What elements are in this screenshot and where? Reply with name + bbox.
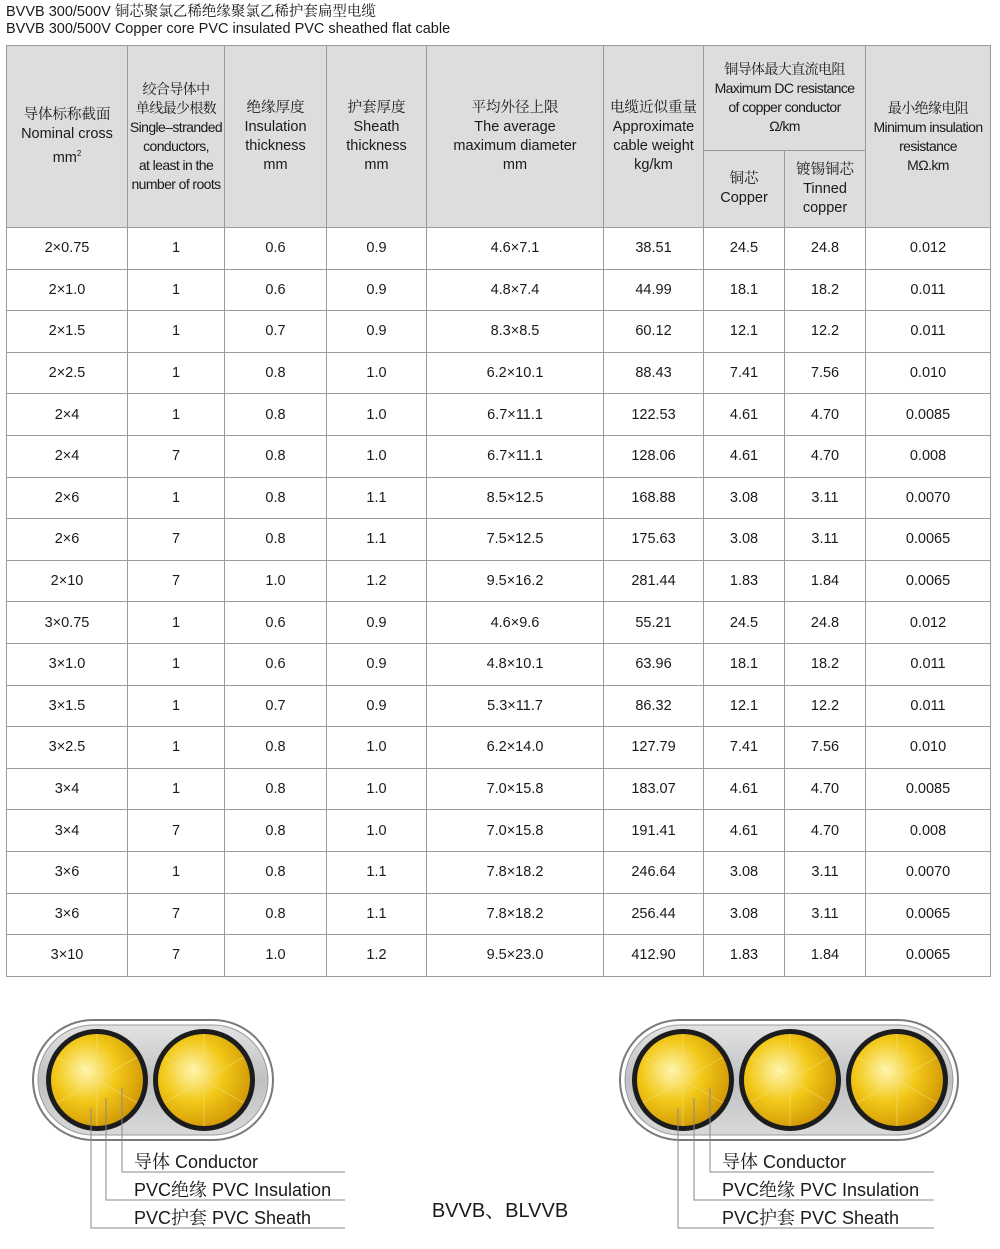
cell-nominal: 3×2.5 [7, 727, 128, 769]
cell-sheath: 0.9 [327, 643, 427, 685]
cell-nominal: 2×6 [7, 519, 128, 561]
cell-nominal: 3×0.75 [7, 602, 128, 644]
cell-dc-tinned: 3.11 [785, 893, 866, 935]
cell-weight: 86.32 [604, 685, 704, 727]
cell-ins-resistance: 0.008 [866, 810, 991, 852]
cell-dc-tinned: 4.70 [785, 394, 866, 436]
table-row [7, 768, 991, 810]
conductor-core-icon [739, 1029, 841, 1131]
cell-dc-tinned: 12.2 [785, 685, 866, 727]
cell-strands: 7 [128, 935, 225, 977]
cell-dc-tinned: 4.70 [785, 768, 866, 810]
cell-dc-tinned: 1.84 [785, 935, 866, 977]
cell-diameter: 6.2×10.1 [427, 352, 604, 394]
cell-insulation: 1.0 [225, 935, 327, 977]
two-core-cable-icon [33, 1020, 273, 1140]
cell-sheath: 1.0 [327, 810, 427, 852]
cell-diameter: 6.2×14.0 [427, 727, 604, 769]
cell-weight: 127.79 [604, 727, 704, 769]
cell-ins-resistance: 0.0070 [866, 477, 991, 519]
cell-weight: 38.51 [604, 228, 704, 270]
cell-diameter: 6.7×11.1 [427, 435, 604, 477]
cell-sheath: 1.1 [327, 477, 427, 519]
cell-weight: 55.21 [604, 602, 704, 644]
cell-ins-resistance: 0.0085 [866, 768, 991, 810]
label-insulation-right: PVC绝缘 PVC Insulation [722, 1180, 920, 1200]
cell-strands: 7 [128, 893, 225, 935]
cell-diameter: 8.5×12.5 [427, 477, 604, 519]
cell-ins-resistance: 0.012 [866, 228, 991, 270]
cell-dc-tinned: 12.2 [785, 311, 866, 353]
cell-sheath: 0.9 [327, 311, 427, 353]
cell-diameter: 7.5×12.5 [427, 519, 604, 561]
cell-insulation: 0.8 [225, 435, 327, 477]
cell-insulation: 0.6 [225, 602, 327, 644]
cell-diameter: 4.8×7.4 [427, 269, 604, 311]
cell-dc-copper: 3.08 [704, 851, 785, 893]
cell-nominal: 3×1.0 [7, 643, 128, 685]
cell-sheath: 1.0 [327, 768, 427, 810]
cell-ins-resistance: 0.011 [866, 643, 991, 685]
cell-strands: 1 [128, 352, 225, 394]
cell-insulation: 0.8 [225, 394, 327, 436]
cell-nominal: 2×0.75 [7, 228, 128, 270]
model-caption [0, 1194, 1000, 1223]
table-row [7, 602, 991, 644]
cell-dc-copper: 3.08 [704, 477, 785, 519]
cell-strands: 1 [128, 228, 225, 270]
cell-insulation: 0.6 [225, 228, 327, 270]
cell-ins-resistance: 0.0065 [866, 893, 991, 935]
cell-sheath: 1.1 [327, 851, 427, 893]
cell-dc-tinned: 4.70 [785, 810, 866, 852]
cell-sheath: 0.9 [327, 602, 427, 644]
cell-weight: 246.64 [604, 851, 704, 893]
cell-insulation: 1.0 [225, 560, 327, 602]
cell-weight: 168.88 [604, 477, 704, 519]
cell-weight: 175.63 [604, 519, 704, 561]
cell-nominal: 2×6 [7, 477, 128, 519]
title-chinese: BVVB 300/500V 铜芯聚氯乙稀绝缘聚氯乙稀护套扁型电缆 [6, 4, 376, 20]
cell-ins-resistance: 0.0070 [866, 851, 991, 893]
cell-insulation: 0.7 [225, 311, 327, 353]
cell-strands: 1 [128, 768, 225, 810]
label-sheath-right: PVC护套 PVC Sheath [722, 1208, 900, 1228]
cell-dc-tinned: 1.84 [785, 560, 866, 602]
cell-strands: 7 [128, 435, 225, 477]
cell-insulation: 0.8 [225, 352, 327, 394]
cell-ins-resistance: 0.008 [866, 435, 991, 477]
cell-diameter: 7.0×15.8 [427, 768, 604, 810]
cell-sheath: 0.9 [327, 269, 427, 311]
cell-strands: 7 [128, 519, 225, 561]
cell-strands: 1 [128, 311, 225, 353]
cell-ins-resistance: 0.0065 [866, 935, 991, 977]
cell-strands: 1 [128, 851, 225, 893]
cell-diameter: 7.8×18.2 [427, 851, 604, 893]
header-cable-weight: 电缆近似重量 Approximate cable weight kg/km [604, 46, 704, 228]
model-name: BVVB、BLVVB [431, 1200, 569, 1222]
cell-diameter: 4.6×9.6 [427, 602, 604, 644]
cell-insulation: 0.7 [225, 685, 327, 727]
cell-nominal: 2×2.5 [7, 352, 128, 394]
cell-weight: 88.43 [604, 352, 704, 394]
cell-nominal: 2×4 [7, 394, 128, 436]
cell-dc-tinned: 3.11 [785, 477, 866, 519]
cell-insulation: 0.8 [225, 477, 327, 519]
cell-ins-resistance: 0.0065 [866, 560, 991, 602]
header-dc-resistance: 铜导体最大直流电阻 Maximum DC resistance of copper conductor Ω/km [704, 46, 866, 151]
cell-strands: 1 [128, 602, 225, 644]
cell-sheath: 1.1 [327, 893, 427, 935]
cell-strands: 1 [128, 727, 225, 769]
table-row [7, 935, 991, 977]
table-row [7, 727, 991, 769]
header-tinned-copper: 镀锡铜芯 Tinned copper [785, 151, 866, 228]
cell-insulation: 0.6 [225, 643, 327, 685]
cell-strands: 1 [128, 643, 225, 685]
cell-insulation: 0.8 [225, 893, 327, 935]
cell-nominal: 3×6 [7, 893, 128, 935]
cell-strands: 1 [128, 269, 225, 311]
cell-strands: 7 [128, 810, 225, 852]
cell-ins-resistance: 0.012 [866, 602, 991, 644]
cell-dc-tinned: 24.8 [785, 228, 866, 270]
cell-ins-resistance: 0.0085 [866, 394, 991, 436]
cell-dc-copper: 3.08 [704, 893, 785, 935]
label-sheath-left: PVC护套 PVC Sheath [134, 1208, 312, 1228]
three-core-cable-icon [620, 1020, 958, 1140]
cell-nominal: 2×1.0 [7, 269, 128, 311]
header-copper: 铜芯 Copper [704, 151, 785, 228]
cell-nominal: 3×4 [7, 768, 128, 810]
table-row [7, 394, 991, 436]
cell-dc-tinned: 24.8 [785, 602, 866, 644]
title-english: BVVB 300/500V Copper core PVC insulated PVC sheathed flat cable [6, 21, 451, 37]
label-conductor-left: 导体 Conductor [134, 1152, 259, 1172]
cell-dc-copper: 1.83 [704, 560, 785, 602]
cell-sheath: 1.0 [327, 352, 427, 394]
cell-weight: 412.90 [604, 935, 704, 977]
cell-dc-tinned: 3.11 [785, 851, 866, 893]
cell-sheath: 1.2 [327, 560, 427, 602]
cell-strands: 7 [128, 560, 225, 602]
table-row [7, 269, 991, 311]
cell-sheath: 0.9 [327, 228, 427, 270]
cell-weight: 122.53 [604, 394, 704, 436]
cell-diameter: 7.8×18.2 [427, 893, 604, 935]
cell-weight: 128.06 [604, 435, 704, 477]
cell-ins-resistance: 0.011 [866, 685, 991, 727]
table-row [7, 228, 991, 270]
cell-dc-copper: 18.1 [704, 643, 785, 685]
cell-weight: 191.41 [604, 810, 704, 852]
table-row [7, 352, 991, 394]
table-row [7, 685, 991, 727]
label-insulation-left: PVC绝缘 PVC Insulation [134, 1180, 332, 1200]
cell-ins-resistance: 0.011 [866, 311, 991, 353]
cell-ins-resistance: 0.010 [866, 727, 991, 769]
conductor-core-icon [846, 1029, 948, 1131]
cell-sheath: 1.1 [327, 519, 427, 561]
cell-dc-tinned: 7.56 [785, 352, 866, 394]
cell-dc-copper: 3.08 [704, 519, 785, 561]
cell-dc-tinned: 18.2 [785, 643, 866, 685]
cell-sheath: 1.0 [327, 435, 427, 477]
cell-weight: 60.12 [604, 311, 704, 353]
cell-weight: 44.99 [604, 269, 704, 311]
table-row [7, 893, 991, 935]
cell-weight: 256.44 [604, 893, 704, 935]
cell-ins-resistance: 0.010 [866, 352, 991, 394]
cell-insulation: 0.8 [225, 727, 327, 769]
cell-strands: 1 [128, 477, 225, 519]
cell-diameter: 6.7×11.1 [427, 394, 604, 436]
cell-diameter: 4.6×7.1 [427, 228, 604, 270]
spec-table [6, 45, 991, 977]
cell-diameter: 9.5×16.2 [427, 560, 604, 602]
header-insulation-resistance: 最小绝缘电阻 Minimum insulation resistance MΩ.km [866, 46, 991, 228]
cell-sheath: 1.0 [327, 727, 427, 769]
cell-dc-copper: 24.5 [704, 228, 785, 270]
table-row [7, 519, 991, 561]
header-insulation-thickness: 绝缘厚度 Insulation thickness mm [225, 46, 327, 228]
cell-nominal: 3×6 [7, 851, 128, 893]
cell-diameter: 9.5×23.0 [427, 935, 604, 977]
cell-diameter: 5.3×11.7 [427, 685, 604, 727]
cell-dc-copper: 18.1 [704, 269, 785, 311]
cell-dc-tinned: 4.70 [785, 435, 866, 477]
cell-strands: 1 [128, 685, 225, 727]
cell-dc-copper: 12.1 [704, 685, 785, 727]
cell-dc-copper: 1.83 [704, 935, 785, 977]
cell-ins-resistance: 0.0065 [866, 519, 991, 561]
cell-insulation: 0.6 [225, 269, 327, 311]
conductor-core-icon [632, 1029, 734, 1131]
header-nominal-cross: 导体标称截面 Nominal cross $mm^2$ [7, 46, 128, 228]
cell-weight: 183.07 [604, 768, 704, 810]
cell-sheath: 1.2 [327, 935, 427, 977]
cell-dc-copper: 7.41 [704, 727, 785, 769]
conductor-core-icon [153, 1029, 255, 1131]
cell-diameter: 8.3×8.5 [427, 311, 604, 353]
cell-nominal: 3×10 [7, 935, 128, 977]
cell-nominal: 2×4 [7, 435, 128, 477]
table-row [7, 643, 991, 685]
cell-dc-copper: 4.61 [704, 810, 785, 852]
table-body [7, 228, 991, 977]
cell-dc-copper: 4.61 [704, 394, 785, 436]
cell-dc-copper: 4.61 [704, 768, 785, 810]
cell-diameter: 4.8×10.1 [427, 643, 604, 685]
cell-strands: 1 [128, 394, 225, 436]
cell-dc-copper: 4.61 [704, 435, 785, 477]
cell-dc-copper: 24.5 [704, 602, 785, 644]
cell-sheath: 1.0 [327, 394, 427, 436]
cell-sheath: 0.9 [327, 685, 427, 727]
header-sheath-thickness: 护套厚度 Sheath thickness mm [327, 46, 427, 228]
table-row [7, 560, 991, 602]
cell-nominal: 2×1.5 [7, 311, 128, 353]
header-min-strands: 绞合导体中 单线最少根数 Single–stranded conductors, at least in the number of roots [128, 46, 225, 228]
cell-nominal: 2×10 [7, 560, 128, 602]
table-row [7, 477, 991, 519]
cell-insulation: 0.8 [225, 851, 327, 893]
table-row [7, 851, 991, 893]
cell-weight: 281.44 [604, 560, 704, 602]
cell-diameter: 7.0×15.8 [427, 810, 604, 852]
cell-dc-copper: 12.1 [704, 311, 785, 353]
cell-dc-tinned: 7.56 [785, 727, 866, 769]
table-row [7, 810, 991, 852]
table-row [7, 435, 991, 477]
cell-dc-tinned: 3.11 [785, 519, 866, 561]
header-average-max-diameter: 平均外径上限 The average maximum diameter mm [427, 46, 604, 228]
cell-weight: 63.96 [604, 643, 704, 685]
label-conductor-right: 导体 Conductor [722, 1152, 847, 1172]
cell-insulation: 0.8 [225, 768, 327, 810]
cell-nominal: 3×4 [7, 810, 128, 852]
cell-ins-resistance: 0.011 [866, 269, 991, 311]
table-row [7, 311, 991, 353]
cell-insulation: 0.8 [225, 810, 327, 852]
cell-dc-tinned: 18.2 [785, 269, 866, 311]
cell-nominal: 3×1.5 [7, 685, 128, 727]
conductor-core-icon [46, 1029, 148, 1131]
cell-insulation: 0.8 [225, 519, 327, 561]
cell-dc-copper: 7.41 [704, 352, 785, 394]
